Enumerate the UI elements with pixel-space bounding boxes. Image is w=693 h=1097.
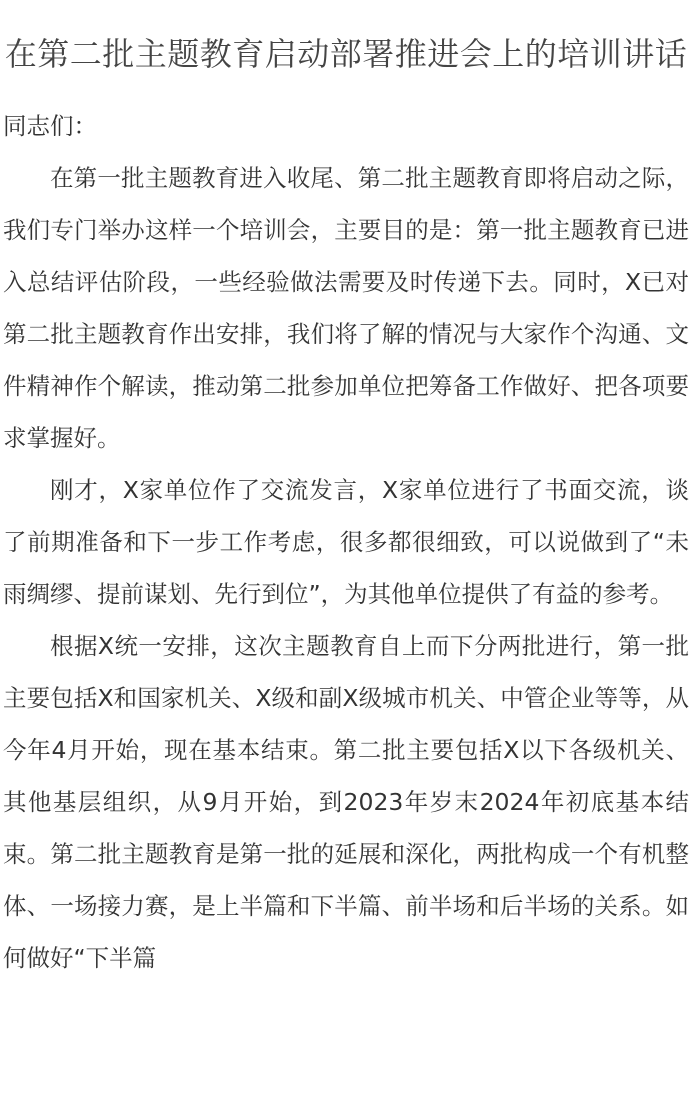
paragraph-2: 刚才，X家单位作了交流发言，X家单位进行了书面交流，谈了前期准备和下一步工作考虑，很多都很细致，可以说做到了“未雨绸缪、提前谋划、先行到位”，为其他单位提供了有益的参考。 bbox=[3, 476, 689, 608]
paragraph-3: 根据X统一安排，这次主题教育自上而下分两批进行，第一批主要包括X和国家机关、X级和副X级城市机关、中管企业等等，从今年4月开始，现在基本结束。第二批主要包括X以下各级机关、其他基层组织，从9月开始，到2023年岁末2024年初底基本结束。第二批主题教育是第一批的延展和深化，两批构成一个有机整体、一场接力赛，是上半篇和下半篇、前半场和后半场的关系。如何做好“下半篇 bbox=[3, 632, 689, 972]
document-title: 在第二批主题教育启动部署推进会上的培训讲话 bbox=[4, 35, 688, 73]
paragraph-1: 在第一批主题教育进入收尾、第二批主题教育即将启动之际，我们专门举办这样一个培训会，主要目的是：第一批主题教育已进入总结评估阶段，一些经验做法需要及时传递下去。同时，X已对第二批主题教育作出安排，我们将了解的情况与大家作个沟通、文件精神作个解读，推动第二批参加单位把筹备工作做好、把各项要求掌握好。 bbox=[3, 164, 689, 452]
salutation: 同志们： bbox=[3, 112, 97, 140]
document-body bbox=[3, 100, 689, 984]
